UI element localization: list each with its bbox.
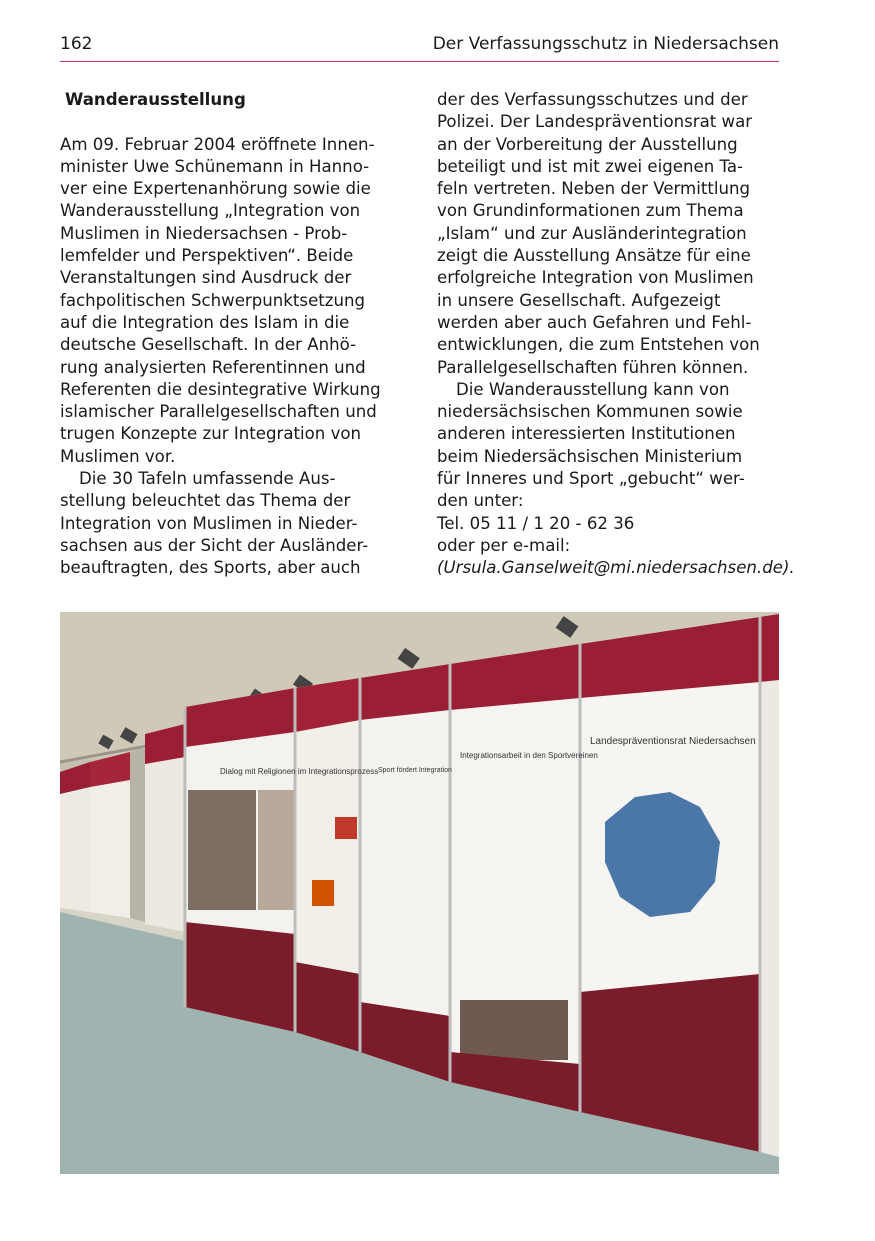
text-line: islamischer Parallelgesellschaften und (60, 402, 377, 422)
panel-title: Landespräventionsrat Niedersachsen (590, 736, 756, 747)
text-line: an der Vorbereitung der Ausstellung (437, 134, 738, 154)
text-line: Referenten die desintegrative Wirkung (60, 379, 381, 399)
text-line: lemfelder und Perspektiven“. Beide (60, 246, 354, 266)
text-line: ver eine Expertenanhörung sowie die (60, 179, 371, 199)
text-line: Die Wanderausstellung kann von (456, 379, 730, 399)
panel-integration-group-photo (460, 1000, 568, 1060)
text-line: Parallelgesellschaften führen können. (437, 357, 749, 377)
text-line: trugen Konzepte zur Integration von (60, 424, 362, 444)
text-line: Muslimen vor. (60, 446, 176, 466)
panel-dialog-photo-2 (258, 790, 294, 910)
text-line: Die 30 Tafeln umfassende Aus- (79, 469, 336, 489)
panel-edge (130, 747, 145, 922)
panel-title: Sport fördert Integration (378, 767, 452, 774)
panel-edge-right-banner (760, 614, 779, 682)
text-line: entwicklungen, die zum Entstehen von (437, 335, 760, 355)
text-line: erfolgreiche Integration von Muslimen (437, 268, 754, 288)
panel-dialog-photo (188, 790, 256, 910)
text-line: beteiligt und ist mit zwei eigenen Ta- (437, 156, 744, 176)
text-line: niedersächsischen Kommunen sowie (437, 402, 743, 422)
panel-edge-right (760, 614, 779, 1157)
section-heading: Wanderausstellung (65, 90, 246, 109)
text-line: deutsche Gesellschaft. In der Anhö- (60, 335, 357, 355)
text-line: Muslimen in Niedersachsen - Prob- (60, 223, 348, 243)
text-line: rung analysierten Referentinnen und (60, 357, 366, 377)
panel-religion-image (335, 817, 357, 839)
page-header (60, 34, 779, 60)
text-line: Integration von Muslimen in Nieder- (60, 513, 358, 533)
text-line: minister Uwe Schünemann in Hanno- (60, 156, 370, 176)
text-line: Am 09. Februar 2004 eröffnete Innen- (60, 134, 375, 154)
text-line: Veranstaltungen sind Ausdruck der (60, 268, 352, 288)
text-line: fachpolitischen Schwerpunktsetzung (60, 290, 366, 310)
text-line: sachsen aus der Sicht der Ausländer- (60, 535, 369, 555)
text-line: zeigt die Ausstellung Ansätze für eine (437, 246, 751, 266)
text-line: Polizei. Der Landespräventionsrat war (437, 112, 753, 132)
text-line: beim Niedersächsischen Ministerium (437, 446, 743, 466)
panel-title: Dialog mit Religionen im Integrationsprozess (220, 767, 379, 776)
spacer (60, 111, 400, 133)
left-column (60, 89, 400, 580)
page-number: 162 (60, 34, 93, 54)
text-line: oder per e-mail: (437, 535, 571, 555)
text-line: der des Verfassungsschutzes und der (437, 90, 748, 109)
text-line: auf die Integration des Islam in die (60, 312, 350, 332)
text-line: Wanderausstellung „Integration von (60, 201, 361, 221)
text-line: stellung beleuchtet das Thema der (60, 491, 351, 511)
text-line: werden aber auch Gefahren und Fehl- (437, 312, 752, 332)
right-column (437, 89, 795, 580)
text-line: in unsere Gesellschaft. Aufgezeigt (437, 290, 721, 310)
text-line: anderen interessierten Institutionen (437, 424, 736, 444)
exhibition-photo (60, 612, 779, 1174)
text-line: den unter: (437, 491, 524, 511)
email-address: (Ursula.Ganselweit@mi.niedersachsen.de). (437, 558, 795, 578)
text-line: „Islam“ und zur Ausländerintegration (437, 223, 747, 243)
header-rule (60, 61, 779, 62)
panel-religion-image (312, 880, 334, 906)
phone-number: Tel. 05 11 / 1 20 - 62 36 (437, 513, 635, 533)
text-line: von Grundinformationen zum Thema (437, 201, 744, 221)
text-line: für Inneres und Sport „gebucht“ wer- (437, 469, 745, 489)
panel-title: Integrationsarbeit in den Sportvereinen (460, 751, 598, 760)
exhibition-photo-drawing (60, 612, 779, 1174)
text-line: beauftragten, des Sports, aber auch (60, 558, 361, 578)
running-title: Der Verfassungsschutz in Niedersachsen (432, 34, 779, 54)
text-line: feln vertreten. Neben der Vermittlung (437, 179, 751, 199)
